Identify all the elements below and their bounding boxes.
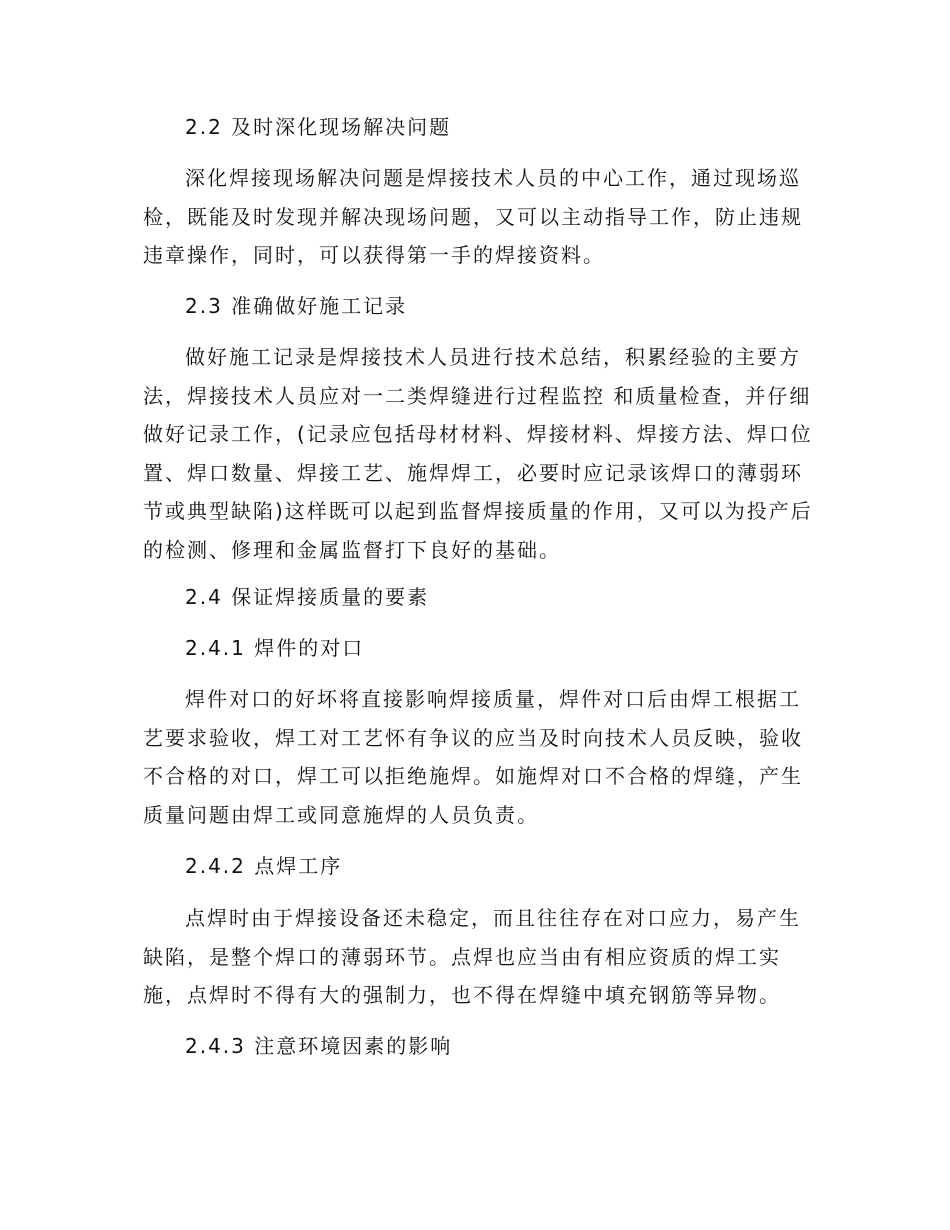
paragraph-line: 艺要求验收，焊工对工艺怀有争议的应当及时向技术人员反映，验收: [143, 725, 803, 750]
paragraph-line: 检，既能及时发现并解决现场问题，又可以主动指导工作，防止违规: [143, 204, 803, 229]
paragraph-line: 做好施工记录是焊接技术人员进行技术总结，积累经验的主要方: [185, 345, 801, 369]
paragraph-line: 置、焊口数量、焊接工艺、施焊焊工，必要时应记录该焊口的薄弱环: [143, 460, 803, 485]
paragraph-line: 质量问题由焊工或同意施焊的人员负责。: [143, 802, 539, 827]
paragraph-line: 施，点焊时不得有大的强制力，也不得在焊缝中填充钢筋等异物。: [143, 983, 781, 1007]
paragraph-line: 点焊时由于焊接设备还未稳定，而且往往存在对口应力，易产生: [185, 906, 801, 930]
paragraph-2-2: [143, 159, 813, 275]
section-heading-2-4-2: [143, 852, 813, 880]
paragraph-line: 做好记录工作，(记录应包括母材材料、焊接材料、焊接方法、焊口位: [143, 422, 813, 446]
heading-text: 2.3 准确做好施工记录: [185, 294, 408, 318]
paragraph-line: 不合格的对口，焊工可以拒绝施焊。如施焊对口不合格的焊缝，产生: [143, 764, 803, 788]
paragraph-line: 法，焊接技术人员应对一二类焊缝进行过程监控 和质量检查，并仔细: [143, 383, 812, 408]
paragraph-line: 违章操作，同时，可以获得第一手的焊接资料。: [143, 243, 605, 267]
heading-text: 2.4.3 注意环境因素的影响: [185, 1034, 453, 1058]
section-heading-2-2: [143, 113, 813, 141]
paragraph-line: 焊件对口的好坏将直接影响焊接质量，焊件对口后由焊工根据工: [185, 687, 801, 711]
paragraph-line: 深化焊接现场解决问题是焊接技术人员的中心工作，通过现场巡: [185, 166, 801, 190]
section-heading-2-3: [143, 292, 813, 320]
heading-text: 2.4.1 焊件的对口: [185, 636, 365, 660]
heading-text: 2.4 保证焊接质量的要素: [185, 585, 430, 609]
heading-text: 2.2 及时深化现场解决问题: [185, 115, 452, 139]
paragraph-2-3: [143, 338, 813, 569]
paragraph-line: 节或典型缺陷)这样既可以起到监督焊接质量的作用，又可以为投产后: [143, 499, 813, 523]
section-heading-2-4-1: [143, 634, 813, 662]
paragraph-line: 的检测、修理和金属监督打下良好的基础。: [143, 537, 561, 562]
section-heading-2-4: [143, 583, 813, 611]
paragraph-2-4-2: [143, 899, 813, 1015]
paragraph-line: 缺陷，是整个焊口的薄弱环节。点焊也应当由有相应资质的焊工实: [143, 944, 781, 969]
paragraph-2-4-1: [143, 680, 813, 834]
heading-text: 2.4.2 点焊工序: [185, 854, 343, 878]
section-heading-2-4-3: [143, 1032, 813, 1060]
